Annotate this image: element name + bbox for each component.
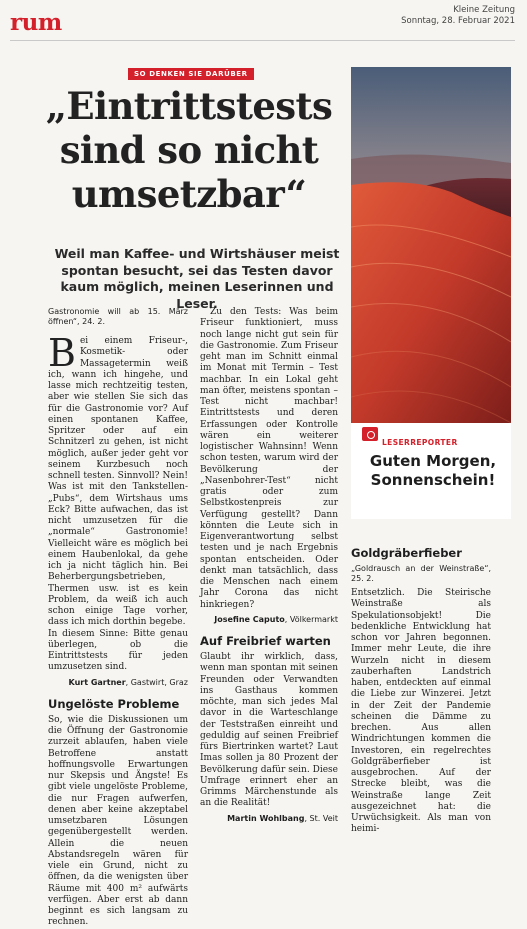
masthead-info (401, 5, 515, 27)
letter-2-heading: Ungelöste Probleme (48, 696, 180, 711)
reader-reporter-icon (362, 427, 378, 441)
publication-date: Sonntag, 28. Februar 2021 (401, 16, 515, 26)
dropcap: B (48, 331, 76, 375)
author-place: , St. Veit (304, 813, 338, 823)
sunset-landscape-photo (351, 67, 511, 423)
letter-1-text: ei einem Friseur-, Kosmetik- oder Massagetermin weiß ich, wann ich hingehe, und lasse mich rechtzeitig testen, aber wie stellen Sie sich das für die Gastronomie vor? Auf einen spontanen Kaffee, Spritzer oder auf ein Schnitzerl zu gehen, ist nicht möglich, außer jeder geht vor seinem Kurzbesuch noch schnell testen. Sinnvoll? Nein! Was ist mit den Tankstellen-„Pubs“, dem Wirtshaus ums Eck? Bitte aufwachen, das ist nicht umzusetzen für die „normale“ Gastronomie! Vielleicht wäre es möglich bei einem Haubenlokal, da gehe ich ja nicht täglich hin. Bei Beherbergungsbetrieben, Thermen usw. ist es kein Problem, da weiß ich auch schon einige Tage vorher, dass ich mich dorthin begebe. (48, 336, 188, 628)
letter-3-text: Glaubt ihr wirklich, dass, wenn man spontan mit seinen Freunden oder Verwandten ins Gasthaus kommen möchte, man sich jedes Mal davor in die Warteschlange der Teststraßen einreiht und geduldig auf seinen Freibrief fürs Biertrinken wartet? Laut Imas sollen ja 80 Prozent der Bevölkerung dafür sein. Diese Umfrage erinnert eher an Grimms Märchenstunde als an die Realität! (200, 652, 338, 809)
reader-reporter-title: Guten Morgen, Sonnenschein! (369, 452, 497, 489)
letter-2-signature (200, 614, 338, 625)
column-2 (200, 307, 338, 833)
headline: „Eintrittstests sind so nicht umsetzbar“ (45, 84, 333, 216)
letter-4-citation: „Goldrausch an der Weinstraße“, 25. 2. (351, 564, 491, 583)
author-place: , Gastwirt, Graz (125, 677, 188, 687)
letter-3-heading: Auf Freibrief warten (200, 634, 331, 648)
letter-1-signature (48, 677, 188, 688)
author-place: , Völkermarkt (284, 614, 338, 624)
letter-4-heading: Goldgräberfieber (351, 546, 462, 560)
letter-2-text: So, wie die Diskussionen um die Öffnung der Gastronomie zurzeit ablaufen, haben viele Betroffene anstatt hoffnungsvolle Erwartungen nur Skepsis und Ängste! Es gibt viele ungelöste Probleme, die nur Fragen aufwerfen, denen aber keine akzeptabel umsetzbaren Lösungen gegenübergestellt werden. Allein die neuen Abstandsregeln wären für viele ein Grund, nicht zu öffnen, da die wenigsten über Räume mit 400 m² aufwärts verfügen. Aber erst ab dann beginnt es sich langsam zu rechnen. (48, 714, 188, 928)
deck: Weil man Kaffee- und Wirtshäuser meist spontan besucht, sei das Testen davor kaum möglich, meinen Leserinnen und Leser. (54, 246, 340, 311)
column-3 (351, 528, 491, 836)
letter-2-text-continued: Zu den Tests: Was beim Friseur funktioniert, muss noch lange nicht gut sein für die Gastronomie. Zum Friseur geht man im Schnitt einmal im Monat mit Termin – Test machbar. In ein Lokal geht man öfter, meistens spontan – Test nicht machbar! Eintrittstests und deren Erfassungen oder Kontrolle wären ein weiterer logistischer Wahnsinn! Wenn schon testen, warum wird der Bevölkerung der „Nasenbohrer-Test“ nicht gratis oder zum Selbstkostenpreis zur Verfügung gestellt? Dann könnten die Leute sich in Eigenverantwortung selbst testen und je nach Ergebnis spontan entscheiden. Oder denkt man tatsächlich, dass die Menschen nach einem Jahr Corona das nicht hinkriegen? (200, 307, 338, 610)
kicker-label: SO DENKEN SIE DARÜBER (128, 68, 254, 80)
letter-4-text: Entsetzlich. Die Steirische Weinstraße als Spekulationsobjekt! Die bedenkliche Entwicklung hat schon vor Jahren begonnen. Immer mehr Leute, die ihre Wurzeln nicht in diesem zauberhaften Landstrich haben, entdeckten auf einmal die Liebe zur Winzerei. Jetzt in der Zeit der Pandemie scheinen die Dämme zu brechen. Aus allen Windrichtungen kommen die Investoren, ein regelrechtes Goldgräberfieber ist ausgebrochen. Auf der Strecke bleibt, was die Weinstraße lange Zeit ausgezeichnet hat: die Urwüchsigkeit. Als man von heimi- (351, 588, 491, 835)
letter-1-closing: In diesem Sinne: Bitte genau überlegen, ob die Eintrittstests für jeden umzusetzen sind. (48, 628, 188, 673)
citation: Gastronomie will ab 15. März öffnen“, 24. 2. (48, 307, 188, 326)
column-1 (48, 307, 188, 929)
letter-1 (48, 331, 188, 629)
section-masthead: rum (10, 9, 62, 36)
author-name: Josefine Caputo (214, 614, 285, 624)
header-rule (10, 40, 515, 41)
reader-reporter-label: LESERREPORTER (382, 438, 458, 447)
letter-3-signature (200, 813, 338, 824)
reader-photo (351, 67, 511, 423)
publication-name: Kleine Zeitung (453, 5, 515, 15)
author-name: Kurt Gartner (68, 677, 126, 687)
author-name: Martin Wohlbang (227, 813, 305, 823)
